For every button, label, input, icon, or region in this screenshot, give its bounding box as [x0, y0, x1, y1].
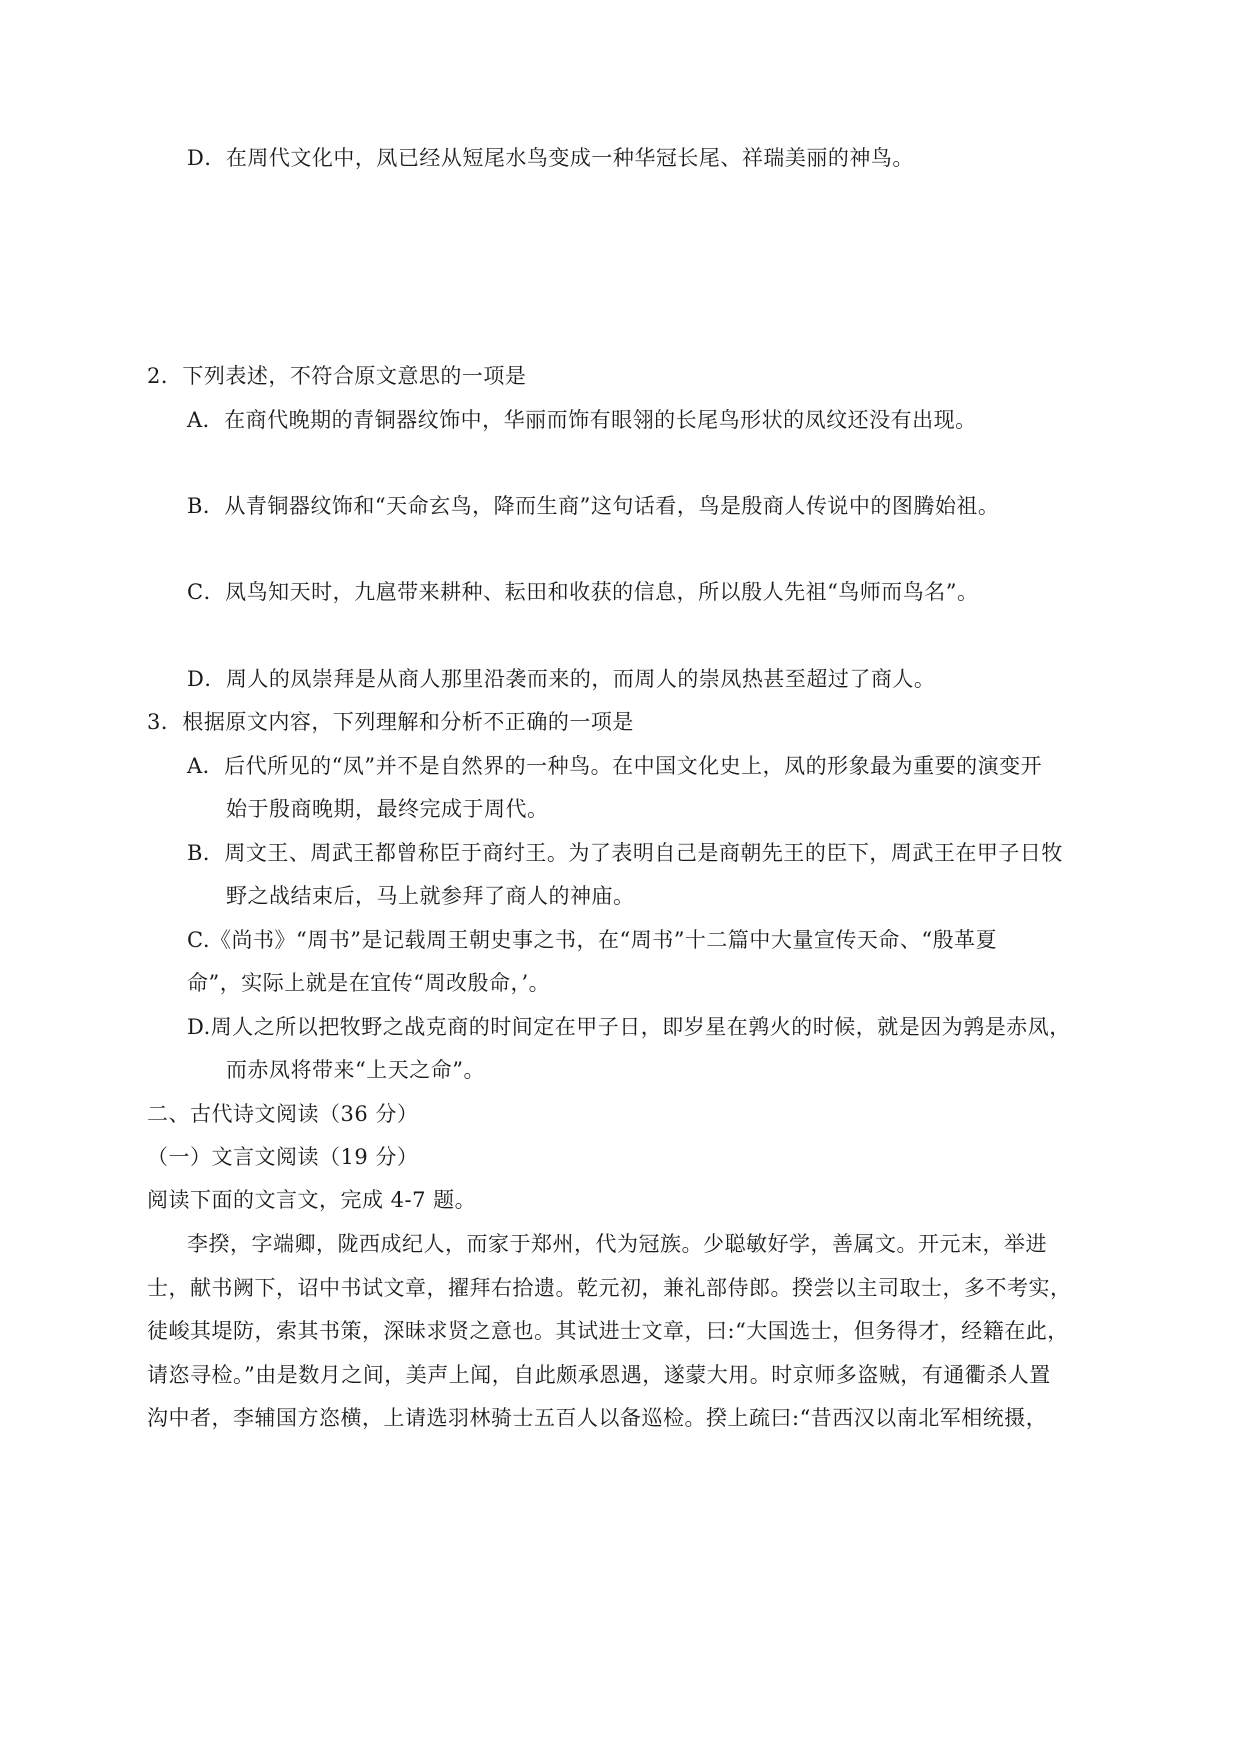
passage-line: 徒峻其堤防，索其书策，深昧求贤之意也。其试进士文章，曰:“大国选士，但务得才，经籍在此， [147, 1319, 1069, 1343]
q3-option-a-line1: A．后代所见的“凤”并不是自然界的一种鸟。在中国文化史上，凤的形象最为重要的演变开 [187, 754, 1043, 778]
q3-option-c-line1: C.《尚书》“周书”是记载周王朝史事之书，在“周书”十二篇中大量宣传天命、“殷革夏 [187, 928, 998, 952]
q3-option-b-line2: 野之战结束后，马上就参拜了商人的神庙。 [226, 884, 635, 908]
q1-option-d: D．在周代文化中，凤已经从短尾水鸟变成一种华冠长尾、祥瑞美丽的神鸟。 [187, 146, 914, 170]
q3-option-a-line2: 始于殷商晚期，最终完成于周代。 [226, 797, 549, 821]
q2-option-a: A．在商代晚期的青铜器纹饰中，华丽而饰有眼翎的长尾鸟形状的凤纹还没有出现。 [187, 408, 977, 432]
passage-line: 士，献书阙下，诏中书试文章，擢拜右拾遗。乾元初，兼礼部侍郎。揆尝以主司取士，多不考实， [147, 1276, 1072, 1300]
reading-instruction: 阅读下面的文言文，完成 4-7 题。 [147, 1188, 477, 1212]
q3-option-d-line2: 而赤凤将带来“上天之命”。 [226, 1058, 485, 1082]
q3-stem: 3．根据原文内容，下列理解和分析不正确的一项是 [147, 710, 634, 734]
q2-option-d: D．周人的凤崇拜是从商人那里沿袭而来的，而周人的崇凤热甚至超过了商人。 [187, 667, 936, 691]
sub-section-heading: （一）文言文阅读（19 分） [147, 1145, 419, 1169]
section-heading: 二、古代诗文阅读（36 分） [147, 1102, 419, 1126]
passage-line: 沟中者，李辅国方恣横，上请选羽林骑士五百人以备巡检。揆上疏曰:“昔西汉以南北军相统摄， [147, 1406, 1048, 1430]
q3-option-b-line1: B．周文王、周武王都曾称臣于商纣王。为了表明自己是商朝先王的臣下，周武王在甲子日牧 [187, 841, 1063, 865]
q2-stem: 2．下列表述，不符合原文意思的一项是 [147, 364, 527, 388]
q3-option-d-line1: D.周人之所以把牧野之战克商的时间定在甲子日，即岁星在鹑火的时候，就是因为鹑是赤凤， [187, 1015, 1071, 1039]
passage-line: 请恣寻检。”由是数月之间，美声上闻，自此颇承恩遇，遂蒙大用。时京师多盗贼，有通衢杀人置 [147, 1363, 1051, 1387]
q3-option-c-line2: 命”，实际上就是在宜传“周改殷命，’。 [187, 971, 551, 995]
passage-line: 李揆，字端卿，陇西成纪人，而家于郑州，代为冠族。少聪敏好学，善属文。开元末，举进 [187, 1232, 1047, 1256]
q2-option-b: B．从青铜器纹饰和“天命玄鸟，降而生商”这句话看，鸟是殷商人传说中的图腾始祖。 [187, 494, 1000, 518]
q2-option-c: C．凤鸟知天时，九扈带来耕种、耘田和收获的信息，所以殷人先祖“鸟师而鸟名”。 [187, 580, 979, 604]
